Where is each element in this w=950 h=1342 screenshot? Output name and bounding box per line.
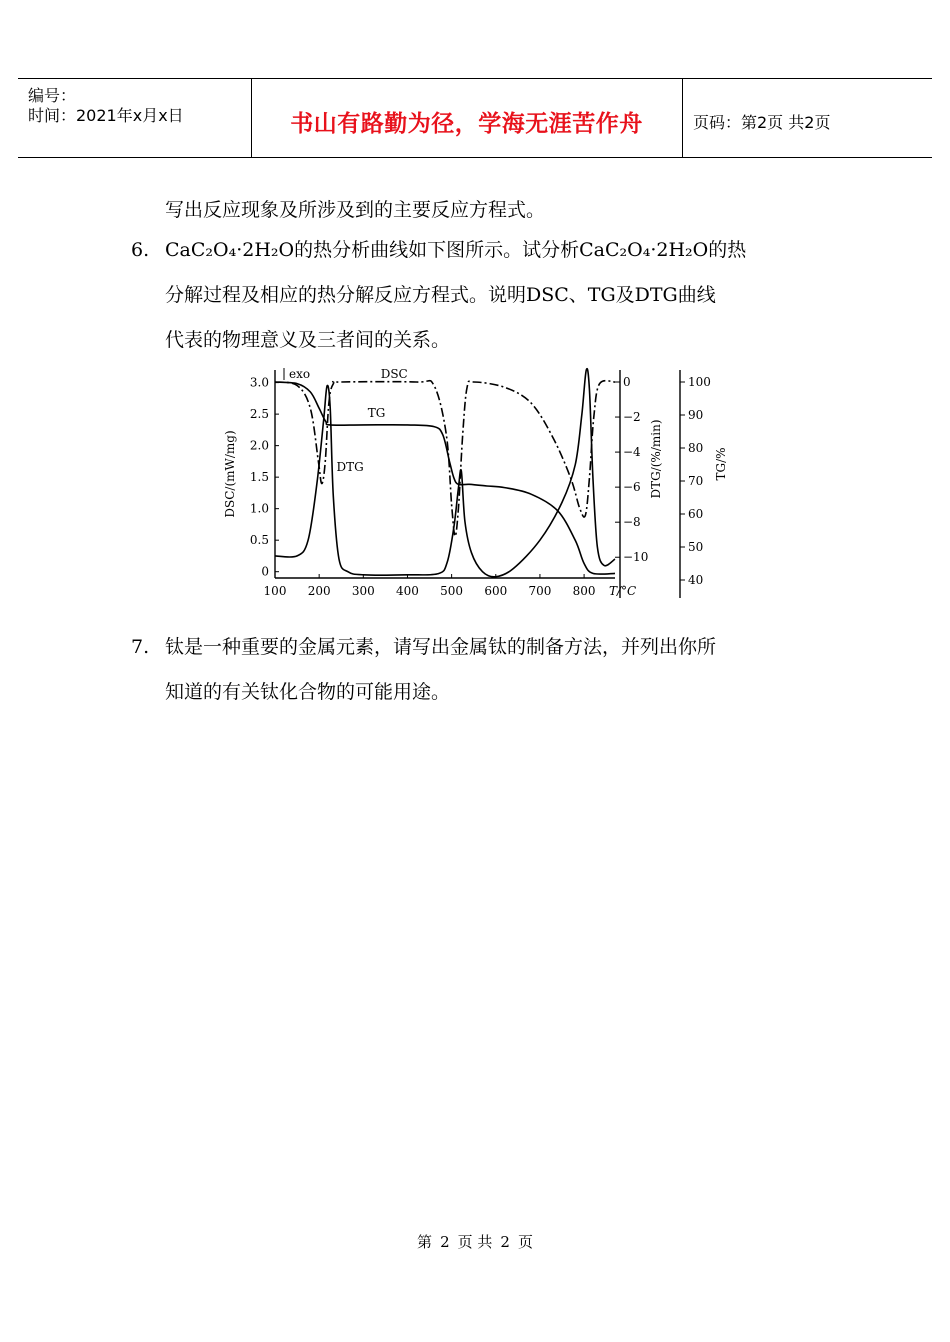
page-header	[18, 78, 932, 158]
x-tick-label: 500	[440, 584, 464, 598]
x-tick-label: 700	[528, 584, 552, 598]
tg-tick-label: 70	[688, 474, 704, 488]
dtg-curve-label: DTG	[336, 460, 364, 474]
tg-tick-label: 80	[688, 441, 704, 455]
question-7-line-2: 知道的有关钛化合物的可能用途。	[165, 681, 451, 703]
footer-page-number: 2	[440, 1233, 450, 1251]
dsc-tick-label: 1.5	[249, 470, 269, 485]
question-7-number: 7.	[131, 636, 150, 658]
footer-total-pages: 2	[500, 1233, 510, 1251]
dsc-tick-label: 3.0	[249, 375, 269, 390]
tg-curve-label: TG	[367, 406, 386, 420]
tg-tick-label: 60	[688, 507, 704, 521]
series-dsc-line	[275, 369, 615, 577]
dtg-tick-label: −2	[623, 410, 641, 425]
dtg-tick-label: −10	[623, 550, 649, 565]
question-6-line-1: CaC₂O₄·2H₂O的热分析曲线如下图所示。试分析CaC₂O₄·2H₂O的热	[165, 239, 747, 261]
question-6-number: 6.	[131, 239, 150, 261]
dsc-curve-label: DSC	[380, 367, 408, 381]
header-page-cell	[683, 79, 932, 157]
header-motto: 书山有路勤为径，学海无涯苦作舟	[290, 111, 643, 137]
document-time-label: 时间：2021年x月x日	[28, 106, 184, 125]
page-footer	[0, 1231, 950, 1252]
header-meta-cell	[18, 79, 252, 157]
x-tick-label: 800	[572, 584, 596, 598]
question-6-line-2: 分解过程及相应的热分解反应方程式。说明DSC、TG及DTG曲线	[165, 284, 716, 306]
x-axis-label: T/°C	[609, 584, 637, 598]
dtg-tick-label: −4	[623, 445, 641, 460]
chart-series	[275, 369, 615, 577]
dsc-tick-label: 2.5	[249, 407, 269, 422]
dsc-tick-label: 0	[261, 564, 269, 579]
x-tick-label: 400	[396, 584, 419, 598]
dtg-axis-label: DTG/(%/min)	[649, 419, 663, 499]
dsc-tick-label: 0.5	[249, 533, 269, 548]
tg-tick-label: 100	[688, 375, 711, 389]
series-dtg-line	[275, 381, 615, 537]
footer-prefix: 第	[417, 1233, 433, 1251]
tg-tick-label: 90	[688, 408, 704, 422]
exo-annotation: exo	[289, 367, 311, 381]
x-tick-label: 200	[307, 584, 331, 598]
x-tick-label: 600	[484, 584, 508, 598]
tg-tick-label: 40	[688, 573, 704, 587]
header-motto-cell	[251, 79, 683, 157]
dsc-tick-label: 1.0	[249, 501, 269, 516]
dtg-tick-label: −8	[623, 515, 641, 530]
x-tick-label: 100	[263, 584, 287, 598]
dsc-axis-label: DSC/(mW/mg)	[223, 430, 237, 518]
document-number-label: 编号：	[28, 86, 77, 105]
header-page-number: 页码：第2页 共2页	[693, 113, 831, 132]
dtg-tick-label: −6	[623, 480, 641, 495]
series-tg-line	[275, 382, 615, 574]
tg-axis-label: TG/%	[714, 447, 728, 481]
question-5-continuation: 写出反应现象及所涉及到的主要反应方程式。	[165, 199, 546, 221]
dsc-tick-label: 2.0	[249, 438, 269, 453]
footer-middle: 页 共	[457, 1233, 493, 1251]
question-7-line-1: 钛是一种重要的金属元素，请写出金属钛的制备方法，并列出你所	[165, 636, 717, 658]
thermal-analysis-chart	[220, 360, 740, 615]
tg-tick-label: 50	[688, 540, 704, 554]
footer-suffix: 页	[517, 1233, 533, 1251]
question-6-line-3: 代表的物理意义及三者间的关系。	[165, 329, 451, 351]
dtg-tick-label: 0	[623, 375, 631, 389]
x-tick-label: 300	[351, 584, 375, 598]
